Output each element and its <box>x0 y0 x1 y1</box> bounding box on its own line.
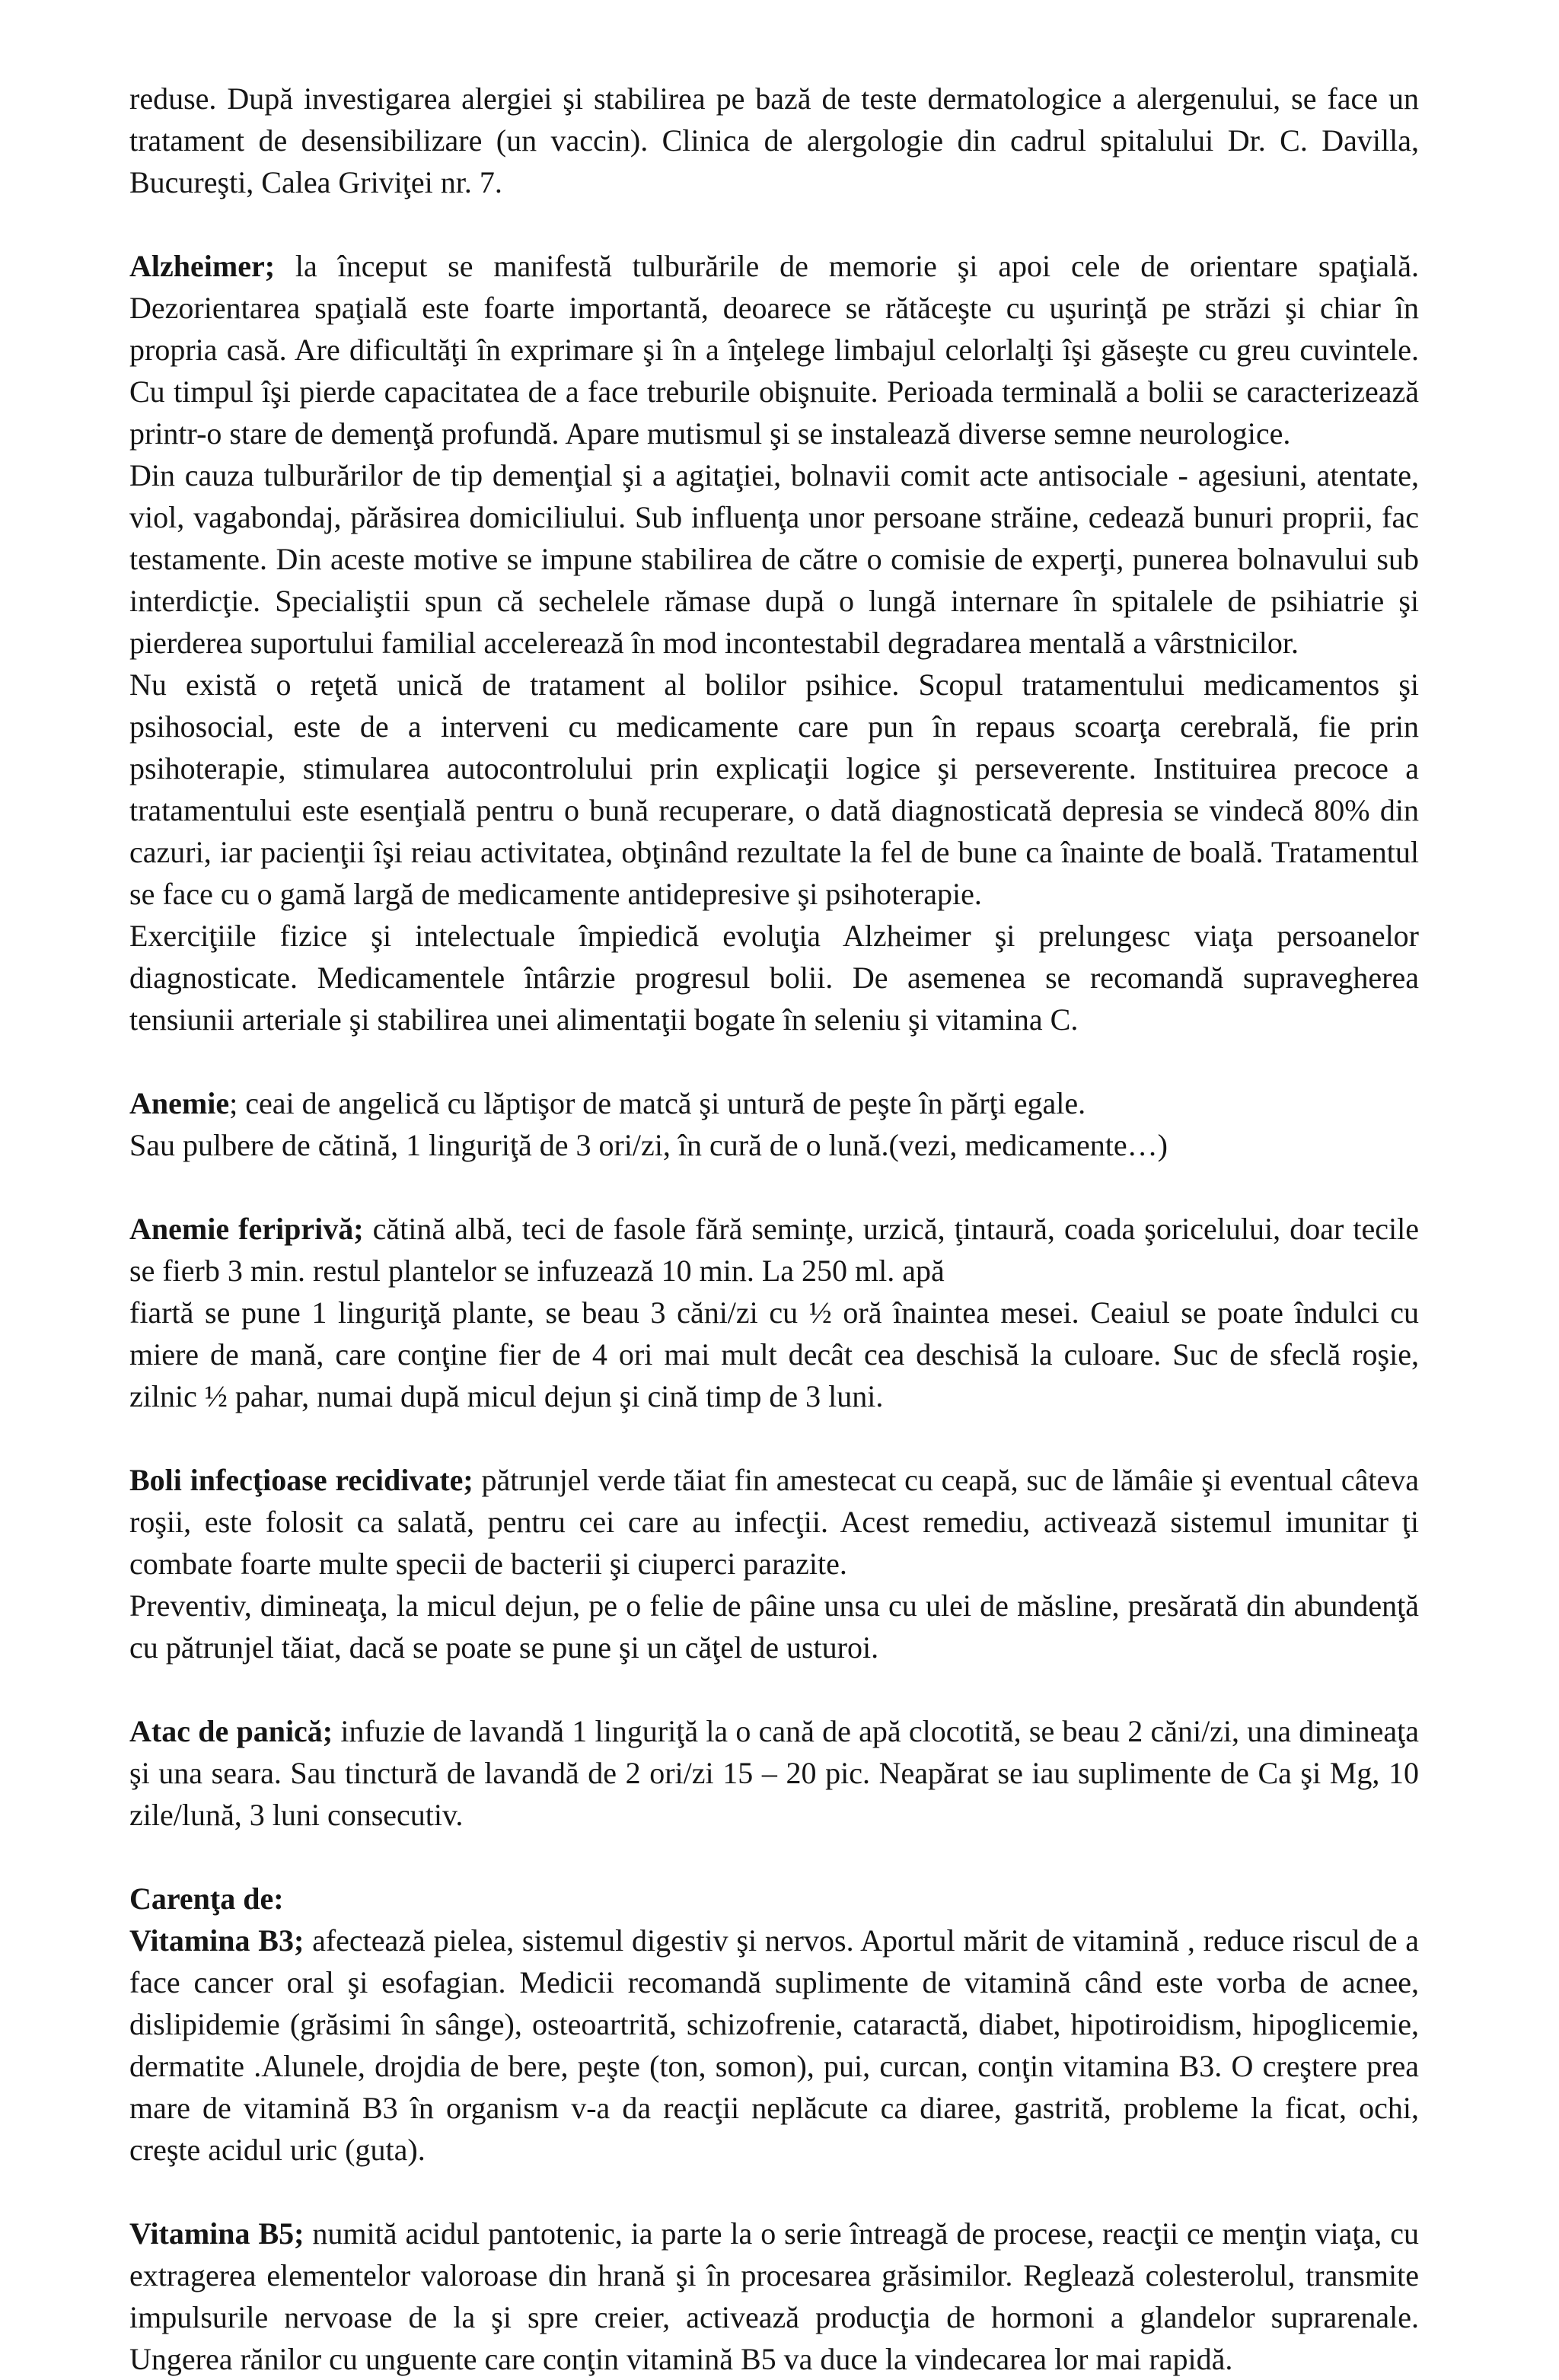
vitamina-b5-text: numită acidul pantotenic, ia parte la o serie întreagă de procese, reacţii ce menţin viaţa, cu extragerea elementelor valoroase din hrană şi în procesarea grăsimilor. Reglează colesterolul, transmite impulsurile nervoase de la şi spre creier, activează producţia de hormoni a glandelor suprarenale. Ungerea rănilor cu unguente care conţin vitamină B5 va duce la vindecarea lor mai rapidă. <box>129 2216 1419 2376</box>
boli-line-2: Preventiv, dimineaţa, la micul dejun, pe o felie de pâine unsa cu ulei de măsline, presărată din abundenţă cu pătrunjel tăiat, dacă se poate se pune şi un căţel de usturoi. <box>129 1588 1419 1665</box>
anemie-feripriva-paragraph <box>129 1208 1419 1292</box>
vitamina-b5-paragraph <box>129 2213 1419 2380</box>
vitamina-b3-text: afectează pielea, sistemul digestiv şi nervos. Aportul mărit de vitamină , reduce riscul de a face cancer oral şi esofagian. Medicii recomandă suplimente de vitamină când este vorba de acnee, dislipidemie (grăsimi în sânge), osteoartrită, schizofrenie, cataractă, diabet, hipotiroidism, hipoglicemie, dermatite .Alunele, drojdia de bere, peşte (ton, somon), pui, curcan, conţin vitamina B3. O creştere prea mare de vitamină B3 în organism v-a da reacţii neplăcute ca diaree, gastrită, probleme la ficat, ochi, creşte acidul uric (guta). <box>129 1923 1419 2167</box>
anemie-paragraph <box>129 1082 1419 1124</box>
alzheimer-text: la început se manifestă tulburările de memorie şi apoi cele de orientare spaţială. Dezorientarea spaţială este foarte importantă, deoarece se rătăceşte cu uşurinţă pe străzi şi chiar în propria casă. Are dificultăţi în exprimare şi în a înţelege limbajul celorlalţi îşi găseşte cu greu cuvintele. Cu timpul îşi pierde capacitatea de a face treburile obişnuite. Perioada terminală a bolii se caracterizează printr-o stare de demenţă profundă. Apare mutismul şi se instalează diverse semne neurologice. <box>129 249 1419 451</box>
spacer <box>129 1668 1419 1710</box>
boli-text: pătrunjel verde tăiat fin amestecat cu ceapă, suc de lămâie şi eventual câteva roşii, este folosit ca salată, pentru cei care au infecţii. Acest remediu, activează sistemul imunitar ţi combate foarte multe specii de bacterii şi ciuperci parazite. <box>129 1463 1419 1581</box>
atac-term: Atac de panică; <box>129 1714 333 1748</box>
atac-paragraph <box>129 1710 1419 1836</box>
anemie-feripriva-line-2: fiartă se pune 1 linguriţă plante, se beau 3 căni/zi cu ½ oră înaintea mesei. Ceaiul se poate îndulci cu miere de mană, care conţine fier de 4 ori mai mult decât cea deschisă la culoare. Suc de sfeclă roşie, zilnic ½ pahar, numai după micul dejun şi cină timp de 3 luni. <box>129 1295 1419 1413</box>
atac-text: infuzie de lavandă 1 linguriţă la o cană de apă clocotită, se beau 2 căni/zi, una dimineaţa şi una seara. Sau tinctură de lavandă de 2 ori/zi 15 – 20 pic. Neapărat se iau suplimente de Ca şi Mg, 10 zile/lună, 3 luni consecutiv. <box>129 1714 1420 1832</box>
anemie-feripriva-term: Anemie feriprivă; <box>129 1212 364 1246</box>
anemie-feripriva-text: cătină albă, teci de fasole fără seminţe, urzică, ţintaură, coada şoricelului, doar tecile se fierb 3 min. restul plantelor se infuzează 10 min. La 250 ml. apă <box>129 1212 1419 1288</box>
vitamina-b5-term: Vitamina B5; <box>129 2216 304 2251</box>
carenta-heading <box>129 1878 1419 1920</box>
vitamina-b3-term: Vitamina B3; <box>129 1923 304 1958</box>
boli-term: Boli infecţioase recidivate; <box>129 1463 473 1497</box>
alzheimer-paragraph-2: Din cauza tulburărilor de tip demenţial şi a agitaţiei, bolnavii comit acte antisociale - agesiuni, atentate, viol, vagabondaj, părăsirea domiciliului. Sub influenţa unor persoane străine, cedează bunuri proprii, fac testamente. Din aceste motive se impune stabilirea de către o comisie de experţi, punerea bolnavului sub interdicţie. Specialiştii spun că sechelele rămase după o lungă internare în spitalele de psihiatrie şi pierderea suportului familial accelerează în mod incontestabil degradarea mentală a vârstnicilor. <box>129 458 1419 660</box>
spacer <box>129 203 1419 245</box>
vitamina-b3-paragraph <box>129 1920 1419 2171</box>
alzheimer-paragraph-3: Nu există o reţetă unică de tratament al bolilor psihice. Scopul tratamentului medicamentos şi psihosocial, este de a interveni cu medicamente care pun în repaus scoarţa cerebrală, fie prin psihoterapie, stimularea autocontrolului prin explicaţii logice şi perseverente. Instituirea precoce a tratamentului este esenţială pentru o bună recuperare, o dată diagnosticată depresia se vindecă 80% din cazuri, iar pacienţii îşi reiau activitatea, obţinând rezultate la fel de bune ca înainte de boală. Tratamentul se face cu o gamă largă de medicamente antidepresive şi psihoterapie. <box>129 667 1419 911</box>
spacer <box>129 1836 1419 1878</box>
spacer <box>129 1166 1419 1208</box>
boli-paragraph <box>129 1459 1419 1585</box>
carenta-heading-text: Carenţa de: <box>129 1881 284 1916</box>
alzheimer-term: Alzheimer; <box>129 249 276 283</box>
spacer <box>129 1040 1419 1082</box>
spacer <box>129 1417 1419 1459</box>
anemie-term: Anemie <box>129 1086 230 1120</box>
anemie-line-2: Sau pulbere de cătină, 1 linguriţă de 3 ori/zi, în cură de o lună.(vezi, medicamente…) <box>129 1128 1168 1162</box>
alzheimer-paragraph <box>129 245 1419 454</box>
alzheimer-paragraph-4: Exerciţiile fizice şi intelectuale împiedică evoluţia Alzheimer şi prelungesc viaţa persoanelor diagnosticate. Medicamentele întârzie progresul bolii. De asemenea se recomandă supravegherea tensiunii arteriale şi stabilirea unei alimentaţii bogate în seleniu şi vitamina C. <box>129 919 1419 1037</box>
anemie-text: ; ceai de angelică cu lăptişor de matcă şi untură de peşte în părţi egale. <box>229 1086 1086 1120</box>
spacer <box>129 2171 1419 2213</box>
intro-paragraph: reduse. După investigarea alergiei şi stabilirea pe bază de teste dermatologice a alergenului, se face un tratament de desensibilizare (un vaccin). Clinica de alergologie din cadrul spitalului Dr. C. Davilla, Bucureşti, Calea Griviţei nr. 7. <box>129 81 1419 199</box>
document-page <box>129 78 1419 2380</box>
